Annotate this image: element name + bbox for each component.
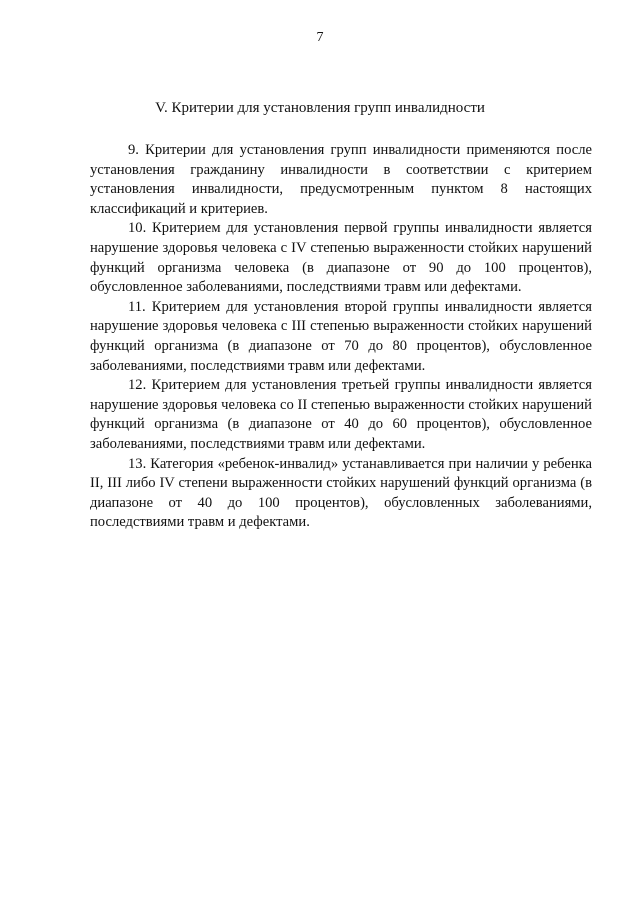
paragraph-9: 9. Критерии для установления групп инвалидности применяются после установления гражданину инвалидности в соответствии с критерием установления инвалидности, предусмотренным пунктом 8 настоящих классификаций и критериев. xyxy=(90,142,592,217)
paragraph-10: 10. Критерием для установления первой группы инвалидности является нарушение здоровья человека с IV степенью выраженности стойких нарушений функций организма человека (в диапазоне от 90 до 100 процентов), обусловленное заболеваниями, последствиями травм или дефектами. xyxy=(90,220,592,296)
page-number: 7 xyxy=(316,30,324,45)
paragraph-11: 11. Критерием для установления второй группы инвалидности является нарушение здоровья человека с III степенью выраженности стойких нарушений функций организма (в диапазоне от 70 до 80 процентов), обусловленное заболеваниями, последствиями травм или дефектами. xyxy=(90,298,592,374)
document-body xyxy=(90,141,592,533)
section-title: V. Критерии для установления групп инвалидности xyxy=(155,100,485,116)
paragraph-12: 12. Критерием для установления третьей группы инвалидности является нарушение здоровья человека со II степенью выраженности стойких нарушений функций организма (в диапазоне от 40 до 60 процентов), обусловленное заболеваниями, последствиями травм или дефектами. xyxy=(90,377,592,452)
paragraph-13: 13. Категория «ребенок-инвалид» устанавливается при наличии у ребенка II, III либо IV степени выраженности стойких нарушений функций организма (в диапазоне от 40 до 100 процентов), обусловленных заболеваниями, последствиями травм и дефектами. xyxy=(90,455,592,531)
